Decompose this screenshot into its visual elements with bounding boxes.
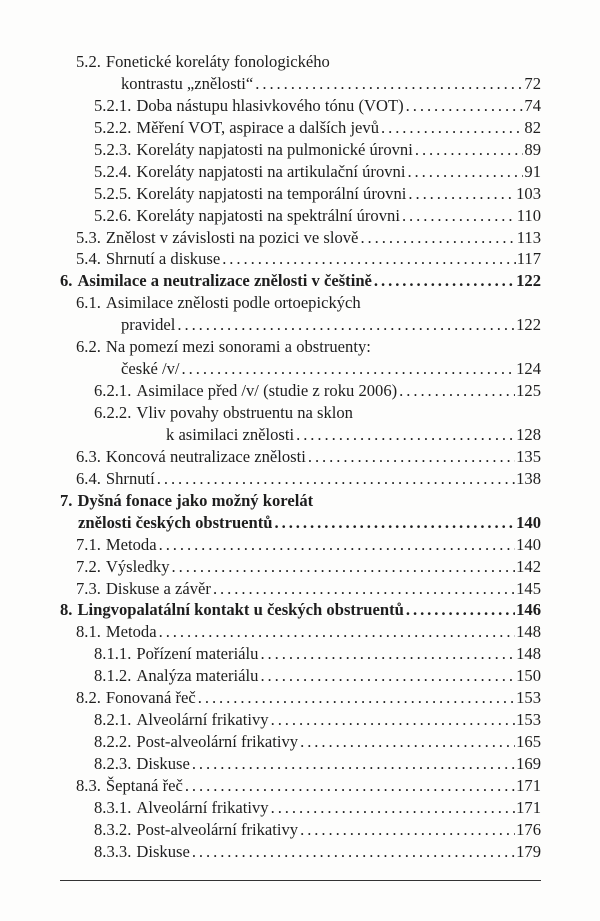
section-number: 6. <box>60 271 73 291</box>
toc-entry-line <box>60 183 541 205</box>
section-title: Dyšná fonace jako možný korelát <box>77 490 314 510</box>
section-title: Koreláty napjatosti na artikulační úrovni <box>136 161 406 181</box>
toc-entry-line <box>60 556 541 578</box>
toc-entry-line <box>60 446 541 468</box>
section-title: Na pomezí mezi sonorami a obstruenty: <box>105 337 371 357</box>
section-title: Post-alveolární frikativy <box>136 732 299 752</box>
dot-leader <box>397 380 515 402</box>
toc-entry-continuation <box>60 73 541 95</box>
section-title: české /v/ <box>121 359 180 379</box>
dot-leader <box>400 205 516 227</box>
page-number: 179 <box>516 841 541 861</box>
section-number: 8.3.1. <box>94 797 132 817</box>
page-number: 171 <box>516 775 541 795</box>
page-number: 140 <box>516 512 541 532</box>
section-number: 7.3. <box>76 578 101 598</box>
dot-leader <box>269 709 516 731</box>
toc-entry-line <box>60 205 541 227</box>
toc-entry <box>60 468 541 490</box>
toc-entry-line <box>60 468 541 490</box>
dot-leader <box>258 643 515 665</box>
dot-leader <box>406 183 515 205</box>
dot-leader <box>413 139 524 161</box>
section-title: pravidel <box>121 315 176 335</box>
section-number: 6.4. <box>76 468 101 488</box>
dot-leader <box>372 270 515 292</box>
section-number: 8.2.2. <box>94 732 132 752</box>
section-title: Pořízení materiálu <box>136 644 259 664</box>
dot-leader <box>170 556 516 578</box>
section-title: Fonetické koreláty fonologického <box>105 52 330 71</box>
toc-entry <box>60 534 541 556</box>
section-title: Alveolární frikativy <box>136 797 269 817</box>
section-number: 6.2.1. <box>94 381 132 401</box>
section-title: Metoda <box>105 534 157 554</box>
section-number: 6.1. <box>76 293 101 313</box>
dot-leader <box>298 731 515 753</box>
toc-entry <box>60 51 541 95</box>
section-title: Post-alveolární frikativy <box>136 819 299 839</box>
section-title: Shrnutí <box>105 468 155 488</box>
toc-entry <box>60 402 541 446</box>
dot-leader <box>175 314 515 336</box>
dot-leader <box>190 753 515 775</box>
page-number: 125 <box>516 381 541 401</box>
toc-entry-line <box>60 731 541 753</box>
section-number: 5.2.3. <box>94 139 132 159</box>
section-number: 8.2. <box>76 688 101 708</box>
page-number: 128 <box>516 424 541 444</box>
toc-entry <box>60 95 541 117</box>
section-title: Asimilace před /v/ (studie z roku 2006) <box>136 381 398 401</box>
section-title: Metoda <box>105 622 157 642</box>
section-title: Měření VOT, aspirace a dalších jevů <box>136 117 380 137</box>
dot-leader <box>157 534 516 556</box>
toc-entry-line <box>60 227 541 249</box>
dot-leader <box>253 73 523 95</box>
toc-entry-line <box>60 665 541 687</box>
section-number: 8.2.3. <box>94 754 132 773</box>
toc-entry-line <box>60 380 541 402</box>
dot-leader <box>358 227 515 249</box>
toc-entry-line <box>60 841 541 863</box>
dot-leader <box>273 512 516 534</box>
page-number: 148 <box>516 644 541 664</box>
page-number: 176 <box>516 819 541 839</box>
section-number: 8.2.1. <box>94 710 132 730</box>
toc-entry <box>60 248 541 270</box>
page-number: 140 <box>516 534 541 554</box>
toc-entry-line <box>60 336 541 358</box>
section-number: 5.2.1. <box>94 95 132 115</box>
page-number: 89 <box>524 139 541 159</box>
page-number: 150 <box>516 666 541 686</box>
section-title: kontrastu „znělosti“ <box>121 73 254 93</box>
dot-leader <box>196 687 515 709</box>
section-title: Znělost v závislosti na pozici ve slově <box>105 227 359 247</box>
dot-leader <box>298 819 515 841</box>
toc-entry-line <box>60 643 541 665</box>
toc-entry-continuation <box>60 358 541 380</box>
dot-leader <box>183 775 515 797</box>
toc-entry-line <box>60 402 541 424</box>
page-number: 153 <box>516 710 541 730</box>
page-number: 153 <box>516 688 541 708</box>
section-number: 5.2.4. <box>94 161 132 181</box>
section-title: Fonovaná řeč <box>105 688 196 708</box>
section-number: 6.3. <box>76 446 101 466</box>
toc-entry-continuation <box>60 512 541 534</box>
page-number: 72 <box>524 73 541 93</box>
section-title: Koreláty napjatosti na pulmonické úrovni <box>136 139 413 159</box>
toc-entry-line <box>60 753 541 775</box>
toc-entry-line <box>60 797 541 819</box>
toc-entry-line <box>60 621 541 643</box>
page-number: 82 <box>524 117 541 137</box>
section-number: 8.1. <box>76 622 101 642</box>
toc-entry <box>60 183 541 205</box>
page-number: 145 <box>516 578 541 598</box>
toc-entry-line <box>60 578 541 600</box>
page-number: 110 <box>516 205 541 225</box>
page-number: 146 <box>516 600 541 620</box>
toc-entry-line <box>60 51 541 73</box>
section-number: 8.3. <box>76 775 101 795</box>
page-number: 148 <box>516 622 541 642</box>
page-number: 113 <box>516 227 541 247</box>
page-number: 103 <box>516 183 541 203</box>
toc-entry <box>60 775 541 797</box>
section-title: Koreláty napjatosti na spektrální úrovni <box>136 205 400 225</box>
page-number: 122 <box>516 271 541 291</box>
page-number: 169 <box>516 754 541 773</box>
section-number: 5.2. <box>76 52 101 71</box>
toc-entry-line <box>60 490 541 512</box>
toc-entry <box>60 753 541 775</box>
section-title: Asimilace a neutralizace znělosti v češtině <box>77 271 372 291</box>
section-title: Koncová neutralizace znělosti <box>105 446 306 466</box>
toc-entry <box>60 665 541 687</box>
section-title: Alveolární frikativy <box>136 710 269 730</box>
toc-entry <box>60 687 541 709</box>
toc-entry <box>60 292 541 336</box>
dot-leader <box>180 358 516 380</box>
toc-entry-line <box>60 139 541 161</box>
dot-leader <box>211 578 515 600</box>
section-number: 8. <box>60 600 73 620</box>
footer-rule <box>60 880 541 881</box>
toc-entry-line <box>60 270 541 292</box>
section-title: Koreláty napjatosti na temporální úrovni <box>136 183 407 203</box>
toc-entry <box>60 731 541 753</box>
section-title: Diskuse a závěr <box>105 578 211 598</box>
toc-entry-line <box>60 292 541 314</box>
section-title: Asimilace znělosti podle ortoepických <box>105 293 361 313</box>
dot-leader <box>404 599 515 621</box>
dot-leader <box>269 797 516 819</box>
toc-entry <box>60 139 541 161</box>
page-number: 74 <box>524 95 541 115</box>
toc-entry-continuation <box>60 424 541 446</box>
toc-entry-continuation <box>60 314 541 336</box>
section-title: k asimilaci znělosti <box>166 424 295 444</box>
section-number: 7. <box>60 490 73 510</box>
dot-leader <box>190 841 515 863</box>
toc-entry <box>60 446 541 468</box>
dot-leader <box>306 446 515 468</box>
section-number: 6.2. <box>76 337 101 357</box>
page-number: 124 <box>516 359 541 379</box>
section-title: Doba nástupu hlasivkového tónu (VOT) <box>136 95 404 115</box>
toc-entry <box>60 117 541 139</box>
section-number: 5.2.6. <box>94 205 132 225</box>
section-title: Analýza materiálu <box>136 666 259 686</box>
dot-leader <box>379 117 523 139</box>
toc-entry <box>60 227 541 249</box>
toc-entry <box>60 380 541 402</box>
section-title: Shrnutí a diskuse <box>105 249 221 269</box>
toc-entry-line <box>60 248 541 270</box>
toc-entry <box>60 205 541 227</box>
page-number: 117 <box>516 249 541 269</box>
toc-entry-line <box>60 599 541 621</box>
dot-leader <box>155 468 515 490</box>
section-title: znělosti českých obstruentů <box>78 512 273 532</box>
toc-entry <box>60 841 541 863</box>
page-number: 122 <box>516 315 541 335</box>
toc-entry <box>60 161 541 183</box>
section-title: Lingvopalatální kontakt u českých obstruentů <box>77 600 404 620</box>
toc-entry-line <box>60 95 541 117</box>
table-of-contents <box>60 51 541 863</box>
toc-entry <box>60 556 541 578</box>
dot-leader <box>404 95 524 117</box>
toc-entry-line <box>60 161 541 183</box>
toc-entry <box>60 643 541 665</box>
page-number: 138 <box>516 468 541 488</box>
section-title: Šeptaná řeč <box>105 775 183 795</box>
section-number: 8.1.1. <box>94 644 132 664</box>
toc-entry <box>60 797 541 819</box>
section-title: Výsledky <box>105 556 170 576</box>
page-number: 135 <box>516 446 541 466</box>
toc-entry <box>60 270 541 292</box>
page-number: 142 <box>516 556 541 576</box>
dot-leader <box>220 248 516 270</box>
section-number: 8.3.2. <box>94 819 132 839</box>
section-number: 8.3.3. <box>94 841 132 861</box>
section-number: 7.1. <box>76 534 101 554</box>
toc-entry <box>60 599 541 621</box>
section-title: Diskuse <box>136 841 190 861</box>
dot-leader <box>405 161 523 183</box>
toc-entry <box>60 819 541 841</box>
section-title: Diskuse <box>136 754 190 773</box>
toc-entry-line <box>60 117 541 139</box>
section-number: 5.2.2. <box>94 117 132 137</box>
toc-entry <box>60 578 541 600</box>
dot-leader <box>258 665 515 687</box>
toc-entry-line <box>60 709 541 731</box>
toc-entry <box>60 621 541 643</box>
toc-entry <box>60 490 541 534</box>
toc-entry-line <box>60 687 541 709</box>
page-number: 91 <box>524 161 541 181</box>
dot-leader <box>294 424 515 446</box>
toc-entry-line <box>60 775 541 797</box>
section-number: 7.2. <box>76 556 101 576</box>
toc-entry-line <box>60 819 541 841</box>
section-number: 5.2.5. <box>94 183 132 203</box>
section-number: 8.1.2. <box>94 666 132 686</box>
page-number: 171 <box>516 797 541 817</box>
page-number: 165 <box>516 732 541 752</box>
section-number: 5.3. <box>76 227 101 247</box>
toc-entry <box>60 709 541 731</box>
section-title: Vliv povahy obstruentu na sklon <box>136 403 353 422</box>
dot-leader <box>157 621 516 643</box>
section-number: 6.2.2. <box>94 403 132 422</box>
section-number: 5.4. <box>76 249 101 269</box>
toc-entry <box>60 336 541 380</box>
toc-entry-line <box>60 534 541 556</box>
